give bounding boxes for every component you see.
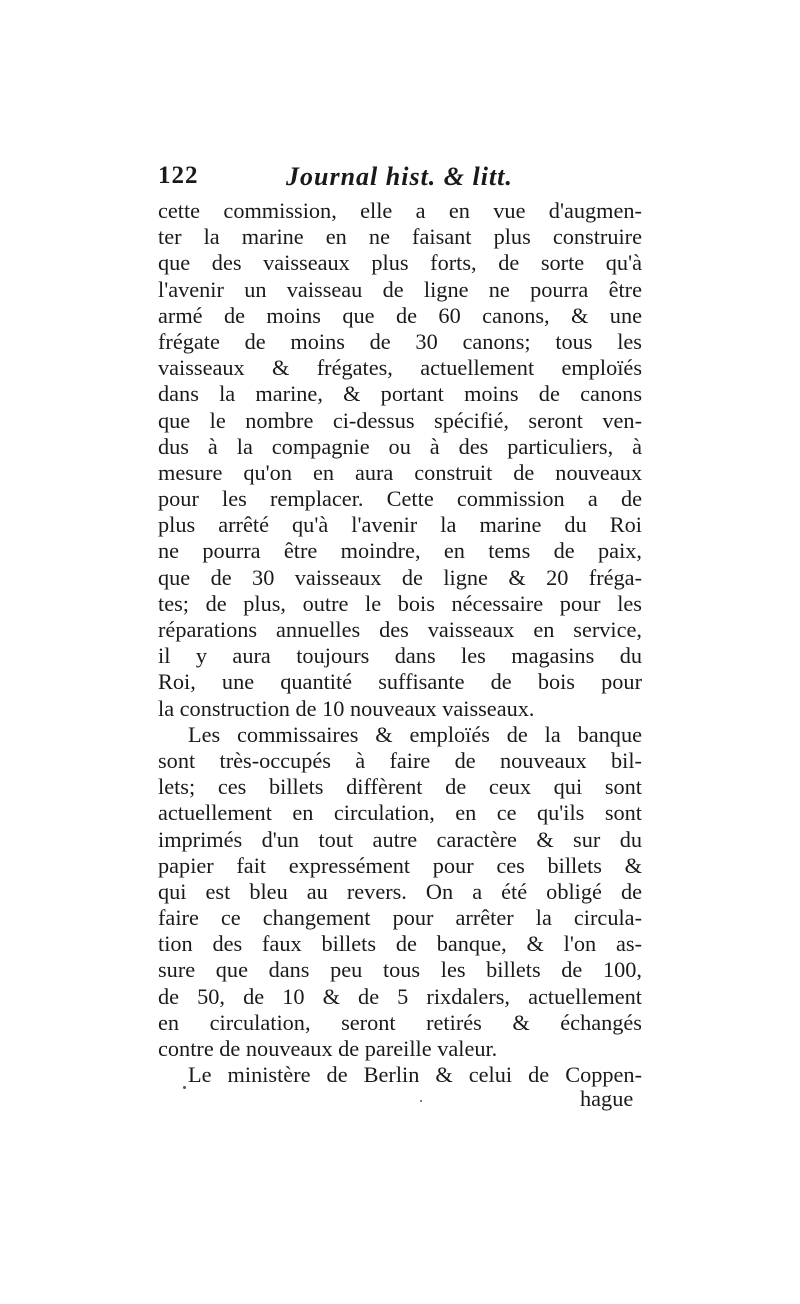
text-line: ter la marine en ne faisant plus construire	[158, 224, 642, 250]
text-line: l'avenir un vaisseau de ligne ne pourra être	[158, 276, 642, 302]
paragraph-start-line: Le ministère de Berlin & celui de Coppen-	[188, 1062, 642, 1088]
catchword: hague	[580, 1086, 634, 1111]
paper-speck	[183, 1086, 186, 1089]
text-line: la construction de 10 nouveaux vaisseaux.	[158, 695, 535, 721]
paper-speck	[420, 1100, 422, 1102]
text-line: armé de moins que de 60 canons, & une	[158, 302, 642, 328]
paragraph-start-line: Les commissaires & emploïés de la banque	[188, 721, 642, 747]
page-number: 122	[158, 162, 199, 189]
running-head: Journal hist. & litt.	[286, 162, 513, 191]
text-line: il y aura toujours dans les magasins du	[158, 643, 642, 669]
text-line: vaisseaux & frégates, actuellement emploïés	[158, 355, 642, 381]
text-line: ne pourra être moindre, en tems de paix,	[158, 538, 642, 564]
text-line: tion des faux billets de banque, & l'on as-	[158, 931, 642, 957]
text-line: actuellement en circulation, en ce qu'ils sont	[158, 800, 642, 826]
body-text	[158, 198, 642, 1088]
text-line: sont très-occupés à faire de nouveaux bil-	[158, 747, 642, 773]
text-line: dus à la compagnie ou à des particuliers, à	[158, 433, 642, 459]
text-line: que des vaisseaux plus forts, de sorte qu'à	[158, 250, 642, 276]
text-line: imprimés d'un tout autre caractère & sur du	[158, 826, 642, 852]
text-line: que de 30 vaisseaux de ligne & 20 fréga-	[158, 564, 642, 590]
text-line: tes; de plus, outre le bois nécessaire pour les	[158, 590, 642, 616]
text-line: qui est bleu au revers. On a été obligé de	[158, 878, 642, 904]
page-header	[158, 162, 648, 200]
text-line: faire ce changement pour arrêter la circula-	[158, 905, 642, 931]
text-line: contre de nouveaux de pareille valeur.	[158, 1036, 498, 1061]
text-line: papier fait expressément pour ces billets &	[158, 852, 642, 878]
text-line: que le nombre ci-dessus spécifié, seront ven-	[158, 407, 642, 433]
text-line: réparations annuelles des vaisseaux en service,	[158, 617, 642, 642]
text-line: Roi, une quantité suffisante de bois pour	[158, 669, 642, 695]
text-line: dans la marine, & portant moins de canons	[158, 381, 642, 407]
text-line: mesure qu'on en aura construit de nouveaux	[158, 459, 642, 485]
text-line: de 50, de 10 & de 5 rixdalers, actuellement	[158, 983, 642, 1009]
text-line: cette commission, elle a en vue d'augmen-	[158, 198, 642, 223]
text-line: sure que dans peu tous les billets de 100,	[158, 957, 642, 983]
text-line: plus arrêté qu'à l'avenir la marine du Roi	[158, 512, 642, 538]
text-line: en circulation, seront retirés & échangés	[158, 1009, 642, 1035]
text-line: lets; ces billets diffèrent de ceux qui sont	[158, 774, 642, 800]
text-line: pour les remplacer. Cette commission a de	[158, 486, 642, 512]
text-line: frégate de moins de 30 canons; tous les	[158, 328, 642, 354]
